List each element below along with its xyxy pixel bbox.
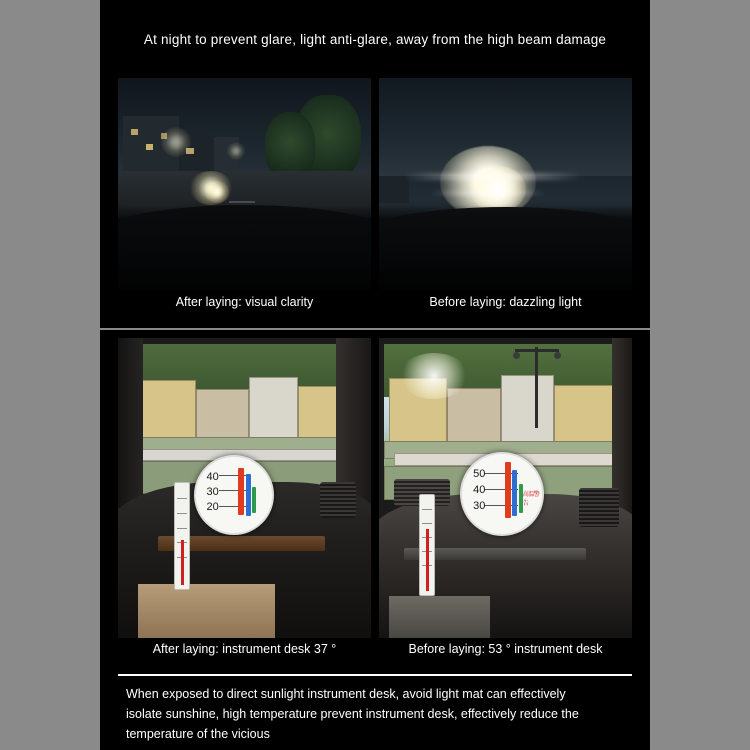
photo-dash-before	[379, 338, 632, 638]
gauge-warning-badge: 高温警告	[522, 492, 540, 508]
heat-reduction-panel	[100, 330, 650, 750]
gauge-reading-40: 40	[206, 470, 219, 483]
footnote-line-2: isolate sunshine, high temperature prevent instrument desk, effectively reduce the	[126, 707, 579, 721]
caption-night-before: Before laying: dazzling light	[429, 295, 582, 309]
footnote-line-1: When exposed to direct sunlight instrument desk, avoid light mat can effectively	[126, 687, 566, 701]
gauge-reading-40: 40	[473, 484, 486, 497]
footnote-text	[118, 674, 632, 744]
gauge-reading-20: 20	[206, 501, 219, 514]
night-caption-row	[118, 295, 632, 323]
photo-night-after	[118, 78, 371, 290]
gauge-reading-30: 30	[473, 500, 486, 513]
night-photo-row	[118, 78, 632, 290]
caption-night-after: After laying: visual clarity	[175, 295, 314, 309]
photo-night-before	[379, 78, 632, 290]
thermometer-magnifier-after	[194, 455, 274, 535]
gauge-reading-30: 30	[206, 485, 219, 498]
thermometer-magnifier-before	[460, 452, 544, 536]
headline-text: At night to prevent glare, light anti-glare, away from the high beam damage	[143, 31, 607, 47]
day-caption-row	[118, 642, 632, 668]
gauge-reading-50: 50	[473, 468, 486, 481]
footnote-line-3: temperature of the vicious	[126, 727, 270, 741]
day-photo-row	[118, 338, 632, 638]
night-glare-panel	[100, 0, 650, 328]
caption-dash-before: Before laying: 53 ° instrument desk	[408, 642, 603, 656]
caption-dash-after: After laying: instrument desk 37 °	[152, 642, 337, 656]
photo-dash-after	[118, 338, 371, 638]
